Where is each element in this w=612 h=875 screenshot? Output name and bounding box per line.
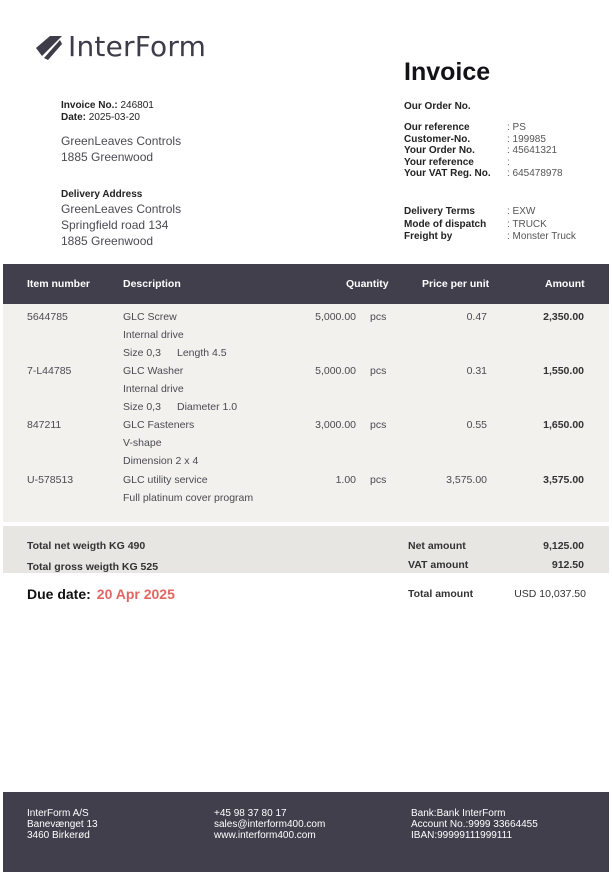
footer-bank-name: Bank:Bank InterForm xyxy=(411,808,506,819)
items-table-body xyxy=(3,304,609,522)
delivery-terms xyxy=(404,206,576,244)
delivery-address xyxy=(61,189,181,249)
interform-logo-icon xyxy=(34,34,64,60)
order-references xyxy=(404,122,563,180)
order-ref-row: Your reference : xyxy=(404,156,510,168)
item-unit: pcs xyxy=(370,311,387,323)
delivery-term-row: Freight by : Monster Truck xyxy=(404,231,576,242)
item-number: 5644785 xyxy=(27,311,68,323)
footer-contact xyxy=(214,808,325,841)
item-description: GLC Fasteners xyxy=(123,419,195,431)
footer-city: 3460 Birkerød xyxy=(27,830,90,841)
footer-iban: IBAN:99999111999111 xyxy=(411,830,513,841)
header-item-number: Item number xyxy=(27,278,91,290)
item-number: 7-L44785 xyxy=(27,365,72,377)
item-detail: Size 0,3 xyxy=(123,347,161,359)
item-quantity: 3,000.00 xyxy=(315,419,356,431)
item-amount: 1,650.00 xyxy=(543,419,584,431)
totals-section xyxy=(3,526,609,573)
invoice-date: 2025-03-20 xyxy=(88,112,140,123)
item-description: GLC Washer xyxy=(123,365,184,377)
footer-website: www.interform400.com xyxy=(214,830,316,841)
document-title: Invoice xyxy=(404,58,491,86)
billing-city: 1885 Greenwood xyxy=(61,150,154,164)
vat-amount: 912.50 xyxy=(551,559,584,571)
company-logo xyxy=(34,30,206,63)
footer-street: Banevænget 13 xyxy=(27,819,98,830)
footer xyxy=(3,792,609,872)
item-detail: Diameter 1.0 xyxy=(177,401,238,413)
item-number: U-578513 xyxy=(27,474,74,486)
due-date-line xyxy=(27,586,175,602)
footer-bank xyxy=(411,808,538,841)
item-detail: Size 0,3 xyxy=(123,401,161,413)
due-date-label: Due date: xyxy=(27,586,91,602)
item-unit: pcs xyxy=(370,474,387,486)
item-price: 3,575.00 xyxy=(446,474,487,486)
footer-account: Account No.:9999 33664455 xyxy=(411,819,538,830)
item-quantity: 5,000.00 xyxy=(315,311,356,323)
invoice-date-line xyxy=(61,112,154,124)
logo-text: InterForm xyxy=(68,30,207,63)
delivery-name: GreenLeaves Controls xyxy=(61,202,182,216)
order-ref-row: Our reference : PS xyxy=(404,122,526,133)
footer-phone: +45 98 37 80 17 xyxy=(214,808,287,819)
vat-amount-label: VAT amount xyxy=(408,559,469,571)
billing-address xyxy=(61,133,181,165)
order-ref-row: Your VAT Reg. No. : 645478978 xyxy=(404,168,563,179)
item-price: 0.31 xyxy=(466,365,487,377)
delivery-term-row: Mode of dispatch : TRUCK xyxy=(404,218,547,230)
total-amount-label: Total amount xyxy=(408,588,474,600)
item-description: GLC Screw xyxy=(123,311,177,323)
invoice-number-line: Invoice No.: 246801 xyxy=(61,100,154,111)
item-unit: pcs xyxy=(370,419,387,431)
item-description: GLC utility service xyxy=(123,474,208,486)
item-unit: pcs xyxy=(370,365,387,377)
item-quantity: 5,000.00 xyxy=(315,365,356,377)
item-detail: Internal drive xyxy=(123,383,184,395)
gross-weight: Total gross weigth KG 525 xyxy=(27,561,159,573)
order-ref-row: Customer-No. : 199985 xyxy=(404,133,546,145)
billing-name: GreenLeaves Controls xyxy=(61,134,182,148)
item-price: 0.55 xyxy=(466,419,487,431)
delivery-street: Springfield road 134 xyxy=(61,218,169,232)
footer-company xyxy=(27,808,98,841)
order-ref-row: Your Order No. : 45641321 xyxy=(404,145,558,156)
item-quantity: 1.00 xyxy=(335,474,356,486)
item-amount: 1,550.00 xyxy=(543,365,584,377)
delivery-term-row: Delivery Terms : EXW xyxy=(404,206,536,217)
our-order-label: Our Order No. xyxy=(404,101,471,112)
delivery-city: 1885 Greenwood xyxy=(61,234,154,248)
item-detail: Full platinum cover program xyxy=(123,492,254,504)
header-price-per-unit: Price per unit xyxy=(422,278,490,290)
item-number: 847211 xyxy=(27,419,62,431)
net-amount: 9,125.00 xyxy=(543,540,584,552)
item-detail: V-shape xyxy=(123,437,162,449)
due-date: 20 Apr 2025 xyxy=(96,586,175,602)
item-price: 0.47 xyxy=(466,311,487,323)
invoice-number: 246801 xyxy=(120,100,154,111)
item-amount: 2,350.00 xyxy=(543,311,584,323)
invoice-number-label: Invoice No. xyxy=(61,100,115,111)
header-description: Description xyxy=(123,278,181,290)
invoice-meta xyxy=(61,100,154,124)
net-weight: Total net weigth KG 490 xyxy=(27,540,146,552)
footer-company-name: InterForm A/S xyxy=(27,808,89,819)
footer-email: sales@interform400.com xyxy=(214,819,326,830)
item-amount: 3,575.00 xyxy=(543,474,584,486)
header-amount: Amount xyxy=(545,278,585,290)
item-detail: Length 4.5 xyxy=(177,347,227,359)
header-quantity: Quantity xyxy=(346,278,389,290)
net-amount-label: Net amount xyxy=(408,540,466,552)
invoice-date-label: Date: xyxy=(61,112,87,123)
items-table-header xyxy=(3,264,609,304)
item-detail: Dimension 2 x 4 xyxy=(123,455,199,467)
delivery-heading: Delivery Address xyxy=(61,189,143,200)
total-amount: USD 10,037.50 xyxy=(514,588,586,600)
item-detail: Internal drive xyxy=(123,329,184,341)
